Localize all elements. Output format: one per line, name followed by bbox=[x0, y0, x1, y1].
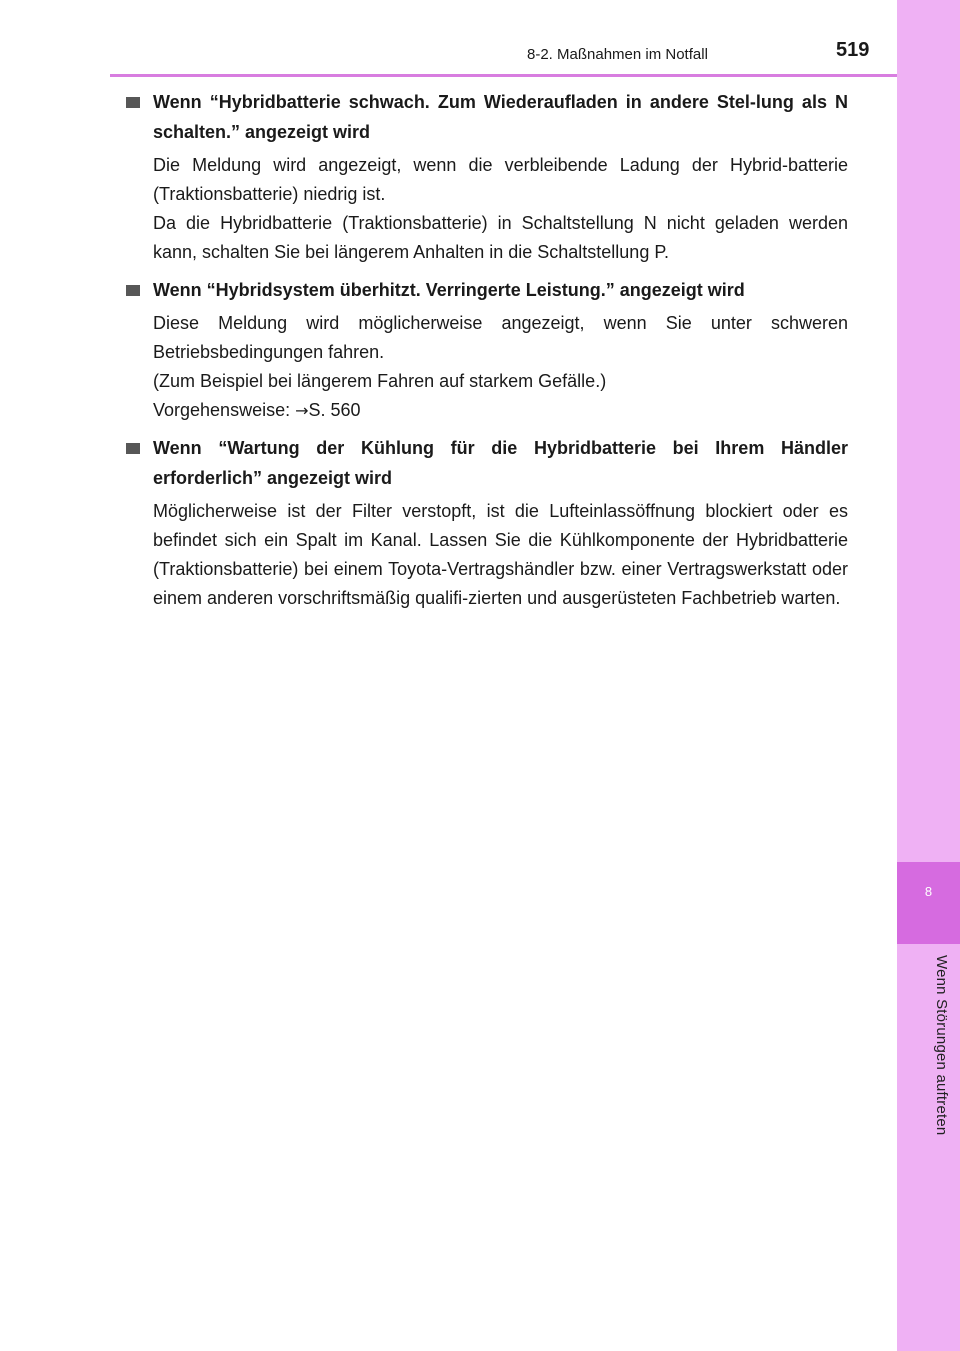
square-bullet-icon bbox=[126, 97, 140, 108]
square-bullet-icon bbox=[126, 285, 140, 296]
reference-prefix: Vorgehensweise: bbox=[153, 400, 296, 420]
section-title: 8-2. Maßnahmen im Notfall bbox=[527, 46, 708, 63]
item-heading bbox=[110, 275, 848, 305]
chapter-tab bbox=[897, 862, 960, 944]
item-paragraph: Da die Hybridbatterie (Traktionsbatterie) in Schaltstellung N nicht geladen werden kann, schalten Sie bei längerem Anhalten in die Schaltstellung P. bbox=[153, 213, 848, 262]
message-item-battery-low bbox=[110, 87, 848, 267]
item-body bbox=[153, 309, 848, 425]
message-item-cooling-maintenance bbox=[110, 433, 848, 613]
arrow-right-icon: → bbox=[295, 401, 309, 420]
item-paragraph: (Zum Beispiel bei längerem Fahren auf starkem Gefälle.) bbox=[153, 371, 607, 391]
square-bullet-icon bbox=[126, 443, 140, 454]
item-heading-text: Wenn “Hybridbatterie schwach. Zum Wiederaufladen in andere Stel-lung als N schalten.” angezeigt wird bbox=[153, 92, 848, 142]
item-heading bbox=[110, 433, 848, 493]
item-paragraph: Diese Meldung wird möglicherweise angezeigt, wenn Sie unter schweren Betriebsbedingungen fahren. bbox=[153, 313, 848, 362]
page-content bbox=[110, 87, 848, 621]
item-heading-text: Wenn “Hybridsystem überhitzt. Verringerte Leistung.” angezeigt wird bbox=[153, 280, 745, 300]
item-paragraph: Möglicherweise ist der Filter verstopft, ist die Lufteinlassöffnung blockiert oder es befindet sich ein Spalt im Kanal. Lassen Sie die Kühlkomponente der Hybridbatterie (Traktionsbatterie) bei einem Toyota-Vertragshändler bzw. einer Vertragswerkstatt oder einem anderen vorschriftsmäßig qualifi-zierten und ausgerüsteten Fachbetrieb warten. bbox=[153, 501, 848, 608]
page-number: 519 bbox=[836, 39, 870, 61]
item-body bbox=[153, 497, 848, 613]
item-body bbox=[153, 151, 848, 267]
message-item-overheated bbox=[110, 275, 848, 425]
reference-page-link[interactable]: S. 560 bbox=[308, 400, 361, 420]
chapter-number: 8 bbox=[924, 884, 933, 899]
header-divider bbox=[110, 74, 897, 77]
chapter-title: Wenn Störungen auftreten bbox=[933, 955, 950, 1136]
item-paragraph: Die Meldung wird angezeigt, wenn die verbleibende Ladung der Hybrid-batterie (Traktionsbatterie) niedrig ist. bbox=[153, 155, 848, 204]
chapter-sidebar bbox=[897, 0, 960, 1351]
page-reference bbox=[153, 396, 848, 425]
item-heading bbox=[110, 87, 848, 147]
item-heading-text: Wenn “Wartung der Kühlung für die Hybridbatterie bei Ihrem Händler erforderlich” angezeigt wird bbox=[153, 438, 848, 488]
